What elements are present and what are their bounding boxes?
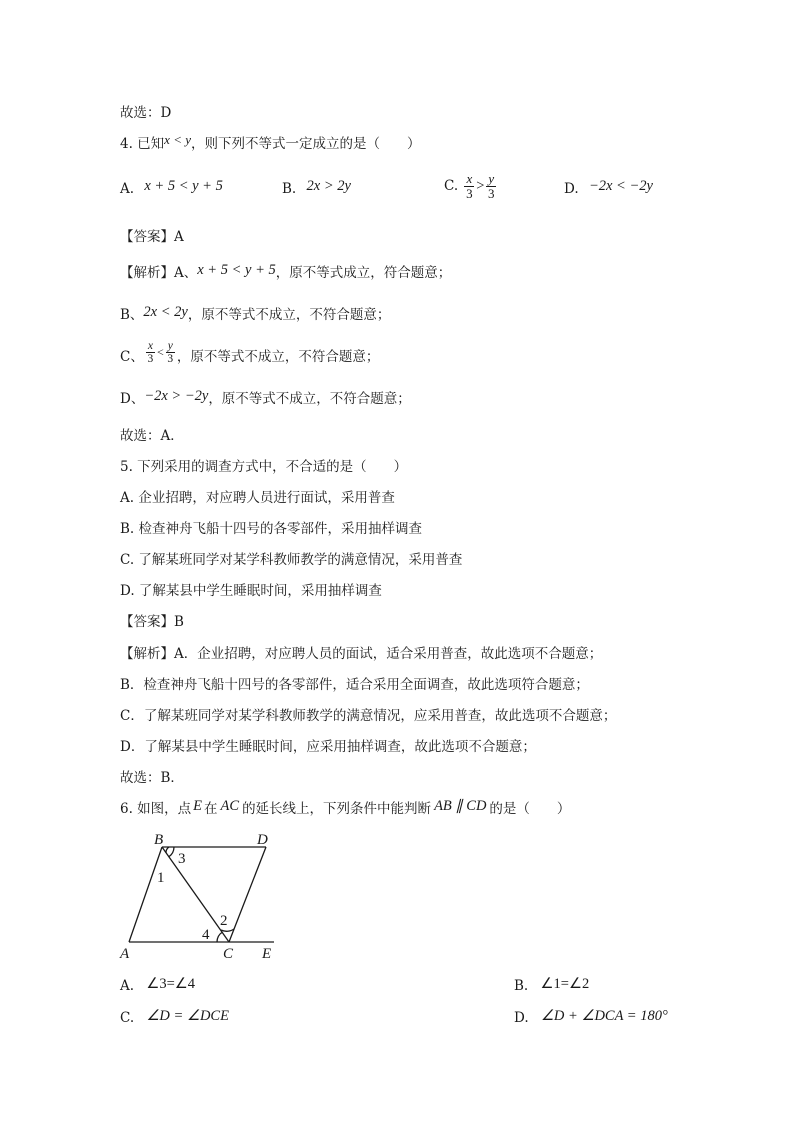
q4-analysis-c-frac-2: $\frac{y}{3}$: [167, 340, 174, 365]
q4-option-a: [120, 180, 223, 198]
q4-option-c-label: C.: [444, 178, 459, 194]
q4-analysis-c: C、 $\frac{x}{3}$ < $\frac{y}{3}$ ，原不等式不成立，不符合题意；: [120, 340, 380, 365]
angle-label-2: 2: [220, 913, 228, 929]
q5-option-d: D. 了解某县中学生睡眠时间，采用抽样调查: [120, 583, 382, 599]
q4-option-c-op: >: [476, 178, 485, 194]
q5-conclusion: 故选：B．: [120, 770, 184, 786]
label-b: B: [154, 832, 164, 848]
q4-analysis-b: B、2x < 2y，原不等式不成立，不符合题意；: [120, 304, 391, 323]
angle-arc-c: [221, 929, 234, 931]
angle-arc-c-lower: [217, 932, 223, 942]
q4-option-d-label: D.: [564, 181, 579, 197]
q6-option-b-expr: ∠1=∠2: [540, 976, 590, 992]
q4-stem-condition: x < y: [164, 132, 191, 147]
q4-analysis-a: 【解析】A、x + 5 < y + 5，原不等式成立，符合题意；: [120, 262, 452, 281]
q4-option-d-expr: −2x < −2y: [588, 178, 653, 194]
q6-option-d: D. ∠D + ∠DCA = 180°: [514, 1008, 668, 1026]
q6-option-a-expr: ∠3=∠4: [146, 976, 196, 992]
q4-option-b-label: B.: [282, 181, 297, 197]
angle-arc-b-upper: [169, 847, 175, 857]
q5-analysis-a: 【解析】A．企业招聘，对应聘人员的面试，适合采用普查，故此选项不合题意；: [120, 646, 603, 662]
q6-figure: [112, 826, 282, 964]
q4-stem-pre: 4. 已知: [120, 136, 165, 152]
q4-stem-post: ，则下列不等式一定成立的是（ ）: [190, 136, 421, 152]
q4-option-c-frac-2: $\frac{y}{3}$: [488, 171, 495, 201]
q5-answer: 【答案】B: [120, 614, 184, 630]
label-c: C: [223, 946, 234, 962]
q6-option-d-expr: ∠D + ∠DCA = 180°: [540, 1008, 668, 1024]
angle-arc-b: [166, 847, 169, 853]
q5-stem: 5. 下列采用的调查方式中，不合适的是（ ）: [120, 459, 408, 475]
q4-option-b-expr: 2x > 2y: [306, 178, 351, 194]
segment-dc: [229, 847, 266, 942]
q5-analysis-b: B．检查神舟飞船十四号的各零部件，适合采用全面调查，故此选项符合题意；: [120, 677, 589, 693]
q4-analysis-d: D、−2x > −2y，原不等式不成立，不符合题意；: [120, 388, 411, 407]
q6-option-b: B. ∠1=∠2: [514, 976, 590, 994]
q4-conclusion: 故选：A．: [120, 428, 184, 444]
angle-label-3: 3: [178, 851, 186, 867]
q4-analysis-c-frac-1: $\frac{x}{3}$: [147, 340, 154, 365]
label-a: A: [120, 946, 130, 962]
q4-option-b: [282, 180, 351, 198]
q4-option-c: [444, 172, 498, 201]
q6-option-c-expr: ∠D = ∠DCE: [146, 1008, 229, 1024]
q4-stem: [120, 132, 421, 153]
q5-option-c: C. 了解某班同学对某学科教师教学的满意情况，采用普查: [120, 552, 463, 568]
q4-option-a-expr: x + 5 < y + 5: [144, 178, 223, 194]
segment-bc: [162, 847, 229, 942]
q5-option-a: A. 企业招聘，对应聘人员进行面试，采用普查: [120, 490, 395, 506]
q6-option-a: A. ∠3=∠4: [120, 976, 196, 994]
q4-option-a-label: A.: [120, 181, 135, 197]
q6-option-c: C. ∠D = ∠DCE: [120, 1008, 229, 1026]
q3-conclusion: 故选：D: [120, 105, 172, 121]
q5-analysis-c: C．了解某班同学对某学科教师教学的满意情况，应采用普查，故此选项不合题意；: [120, 708, 617, 724]
q5-analysis-d: D．了解某县中学生睡眠时间，应采用抽样调查，故此选项不合题意；: [120, 739, 536, 755]
q4-answer: 【答案】A: [120, 229, 184, 245]
q6-stem: 6. 如图，点 E 在 AC 的延长线上，下列条件中能判断 AB ∥ CD 的是（ ）: [120, 798, 571, 817]
label-e: E: [262, 946, 272, 962]
angle-label-4: 4: [202, 927, 210, 943]
q4-option-c-frac-1: $\frac{x}{3}$: [466, 171, 473, 201]
angle-label-1: 1: [157, 870, 165, 886]
q5-option-b: B. 检查神舟飞船十四号的各零部件，采用抽样调查: [120, 521, 423, 537]
label-d: D: [257, 832, 268, 848]
q4-option-d: [564, 180, 653, 198]
segment-ab: [129, 847, 162, 942]
